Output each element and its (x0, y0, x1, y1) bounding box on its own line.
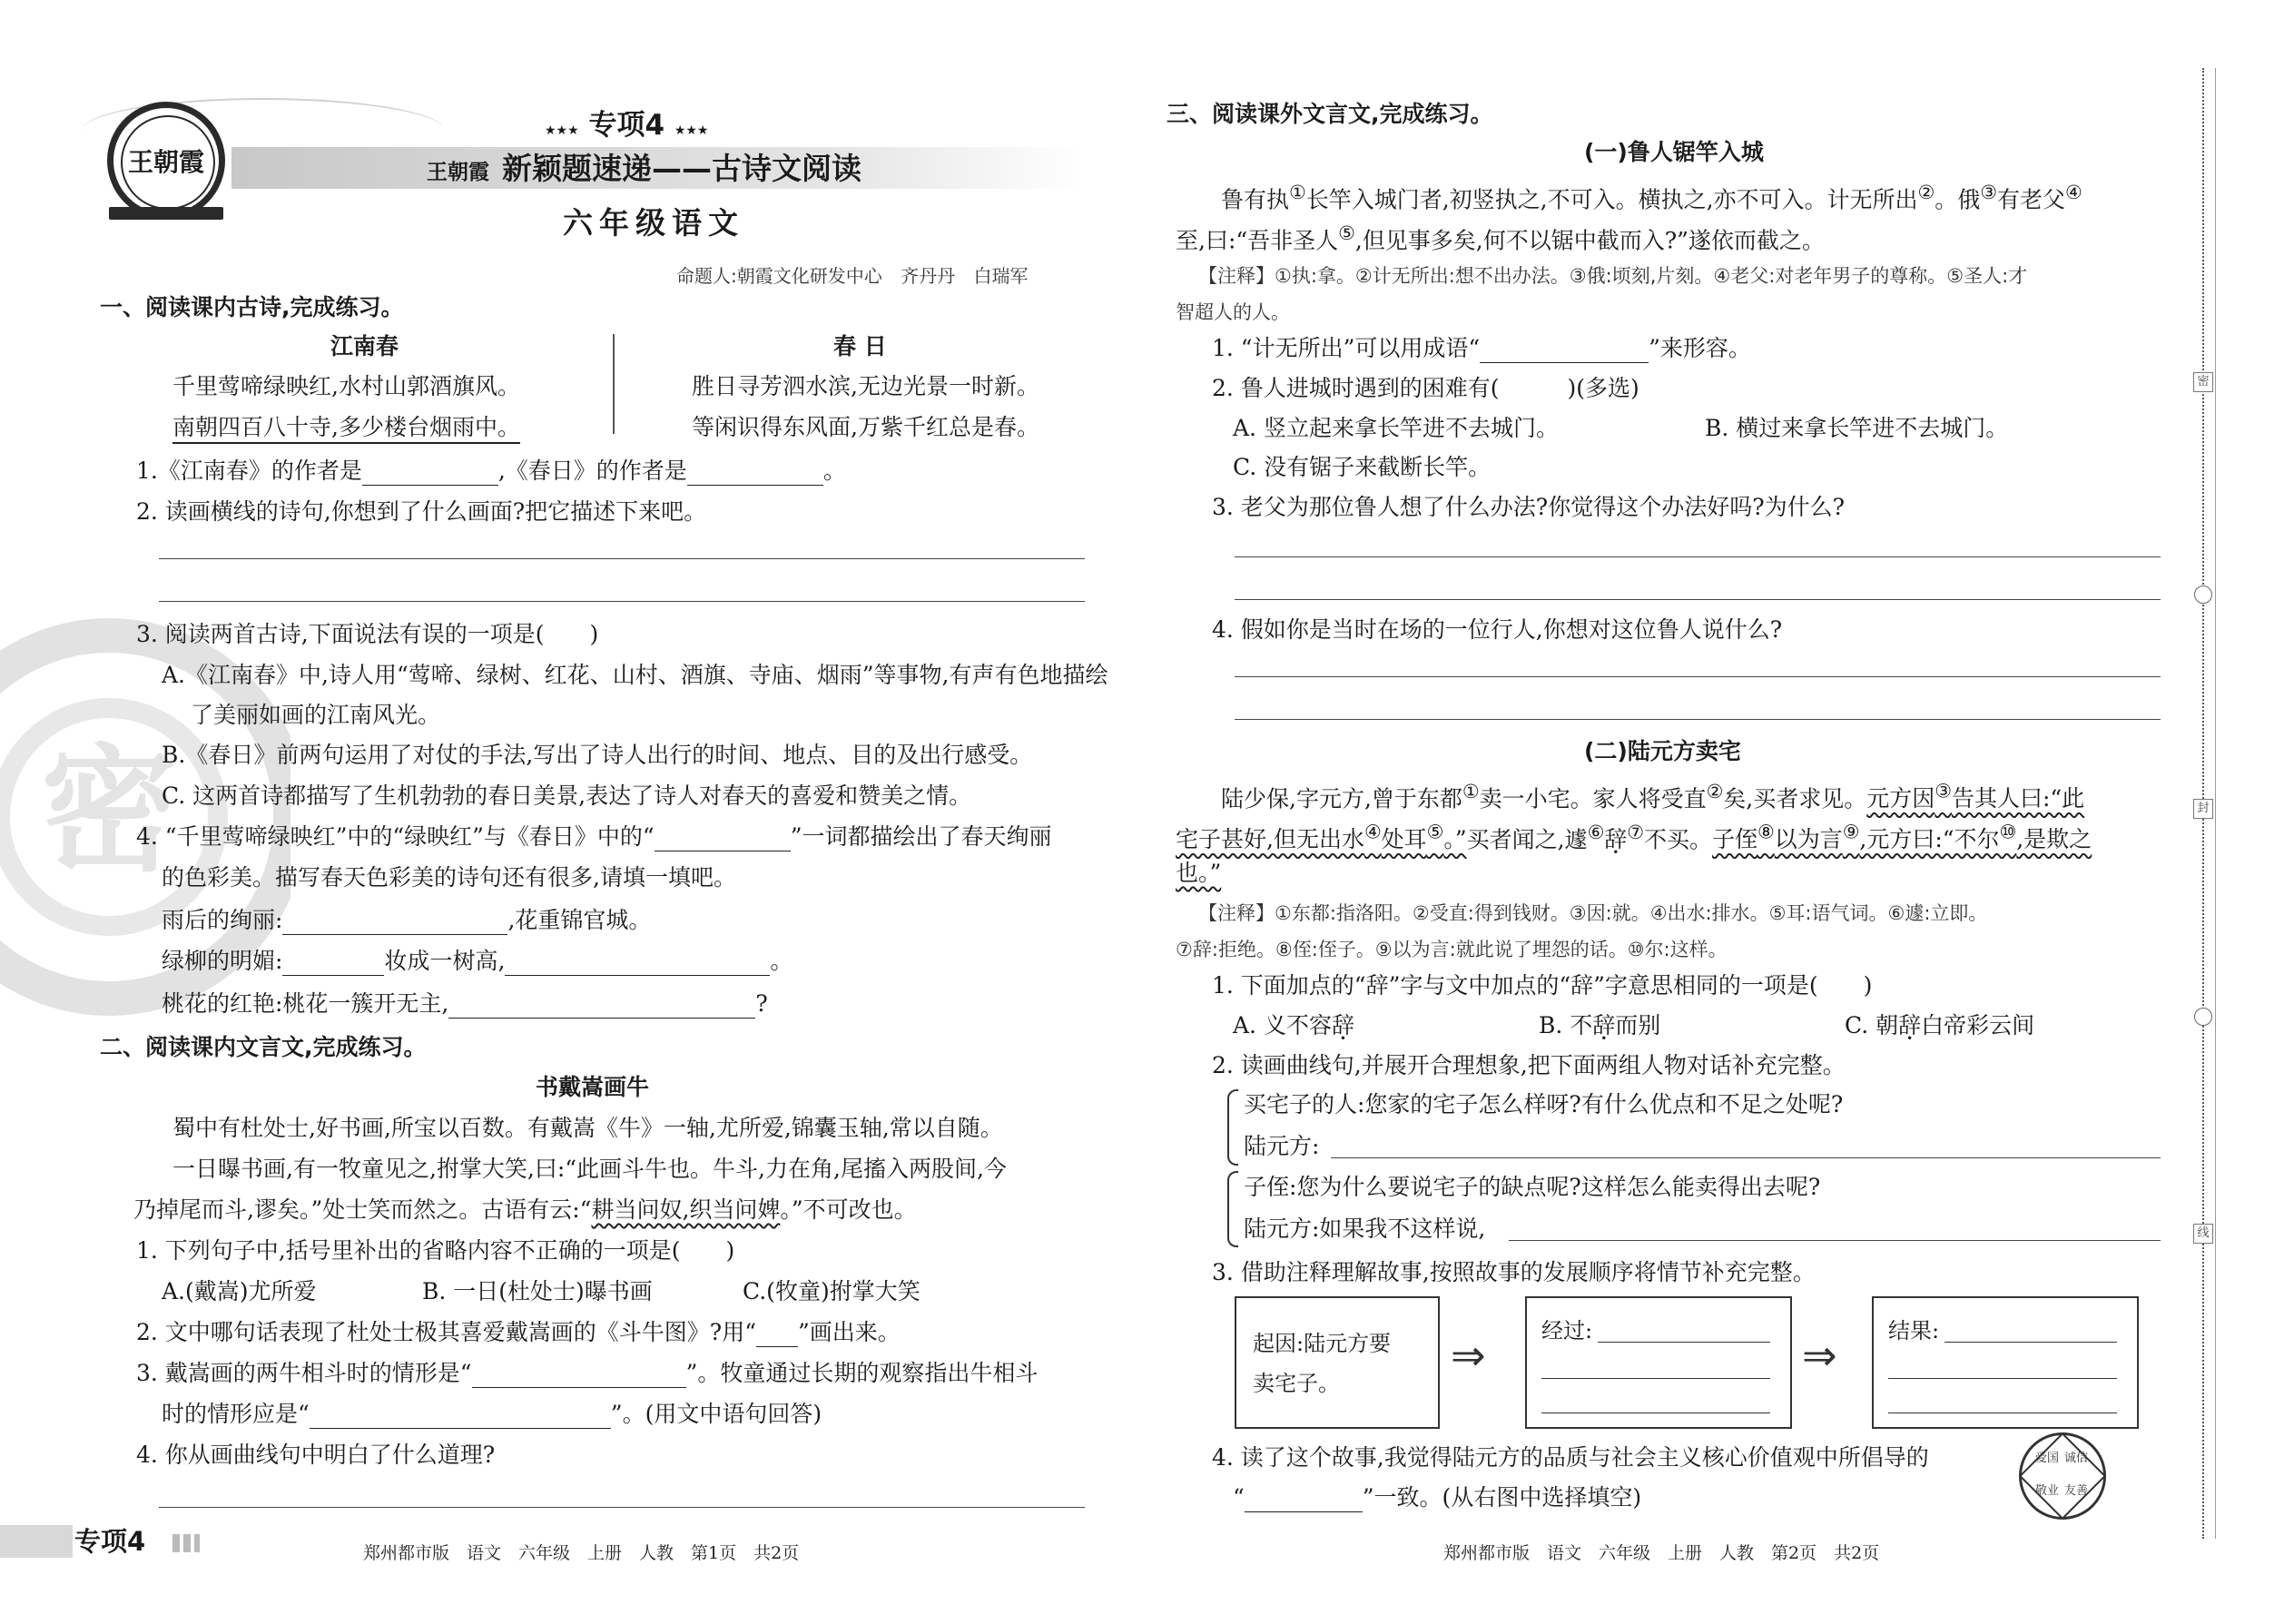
dialogue-1-reply: 陆元方: (1244, 1133, 1320, 1159)
part3-s1-title: (一)鲁人锯竿入城 (1584, 139, 1764, 165)
side-circle-icon (2194, 586, 2212, 604)
dialogue-1-buyer: 买宅子的人:您家的宅子怎么样呀?有什么优点和不足之处呢? (1244, 1091, 1844, 1117)
plot-box-cause: 起因:陆元方要 卖宅子。 (1235, 1296, 1440, 1429)
side-circle-icon (2194, 1008, 2212, 1026)
p1-question-3: 3. 阅读两首古诗,下面说法有误的一项是( ) (136, 621, 599, 647)
answer-line[interactable] (159, 1507, 1085, 1508)
logo-text: 王朝霞 (127, 147, 204, 177)
p1-fill-1: 雨后的绚丽: ,花重锦官城。 (162, 907, 652, 933)
side-mark-sealed: 封 (2193, 799, 2213, 819)
p1-q3-option-b: B.《春日》前两句运用了对仗的手法,写出了诗人出行的时间、地点、目的及出行感受。 (162, 742, 1033, 768)
p3-s2-q1-option-c: C. 朝辞白帝彩云间 (1845, 1012, 2035, 1038)
part2-para2-line1: 一日曝书画,有一牧童见之,拊掌大笑,曰:“此画斗牛也。牛斗,力在角,尾搐入两股间,今 (172, 1156, 1007, 1182)
part3-s1-para1: 鲁有执①长竿入城门者,初竖执之,不可入。横执之,亦不可入。计无所出②。俄③有老父④ (1221, 182, 2082, 213)
answer-blank[interactable] (1480, 340, 1649, 363)
p2-q3-cont: 时的情形应是“ ”。(用文中语句回答) (162, 1401, 822, 1427)
p3-s1-question-3: 3. 老父为那位鲁人想了什么办法?你觉得这个办法好吗?为什么? (1212, 494, 1846, 520)
poem1-line1: 千里莺啼绿映红,水村山郭酒旗风。 (172, 373, 520, 399)
footer-right: 郑州都市版 语文 六年级 上册 人教 第2页 共2页 (1443, 1543, 1880, 1563)
authors: 命题人:朝霞文化研发中心 齐丹丹 白瑞军 (676, 265, 1029, 287)
p2-question-2: 2. 文中哪句话表现了杜处士极其喜爱戴嵩画的《斗牛图》?用“ ”画出来。 (136, 1319, 901, 1345)
plot-box-process: 经过: (1525, 1296, 1792, 1429)
part3-s1-para2: 至,曰:“吾非圣人⑤,但见事多矣,何不以锯中截而入?”遂依而截之。 (1176, 222, 1825, 254)
part3-s2-para1: 陆少保,字元方,曾于东都①卖一小宅。家人将受直②矣,买者求见。元方因③告其人曰:“此 (1221, 781, 2085, 812)
part2-title: 书戴嵩画牛 (536, 1074, 650, 1100)
dotted-char: 辞 (1604, 826, 1628, 853)
dialogue-2-nephew: 子侄:您为什么要说宅子的缺点呢?这样怎么能卖得出去呢? (1244, 1174, 1821, 1200)
p3-s1-question-4: 4. 假如你是当时在场的一位行人,你想对这位鲁人说什么? (1212, 616, 1783, 643)
part3-s2-title: (二)陆元方卖宅 (1584, 738, 1741, 764)
p3-s2-question-1: 1. 下面加点的“辞”字与文中加点的“辞”字意思相同的一项是( ) (1212, 972, 1873, 999)
poem1-title: 江南春 (330, 333, 399, 359)
p1-q3-option-a: A.《江南春》中,诗人用“莺啼、绿树、红花、山村、酒旗、寺庙、烟雨”等事物,有声有色地描绘 (162, 662, 1108, 688)
answer-line[interactable] (1598, 1342, 1770, 1343)
poem2-line1: 胜日寻芳泗水滨,无边光景一时新。 (692, 373, 1039, 399)
answer-line[interactable] (1541, 1378, 1770, 1379)
logo-base (109, 207, 223, 220)
p3-s2-q4-cont: “ ”一致。(从右图中选择填空) (1233, 1484, 1642, 1511)
core-values-seal: 爱国 诚信 敬业 友善 (2008, 1432, 2117, 1527)
page-title: 王朝霞 新颖题速递——古诗文阅读 (427, 151, 861, 186)
side-mark-line: 线 (2193, 1224, 2213, 1244)
part1-heading: 一、阅读课内古诗,完成练习。 (100, 294, 404, 320)
answer-line[interactable] (1888, 1378, 2117, 1379)
footer-left-band (0, 1525, 73, 1558)
p3-s1-q2-option-c: C. 没有锯子来截断长竿。 (1233, 454, 1492, 480)
underline-sample (756, 1324, 798, 1347)
binding-edge (2215, 68, 2216, 1539)
p2-q1-option-c: C.(牧童)拊掌大笑 (743, 1278, 921, 1304)
answer-line[interactable] (1888, 1412, 2117, 1413)
p2-q1-option-a: A.(戴嵩)尤所爱 (162, 1278, 317, 1304)
answer-line[interactable] (1235, 556, 2161, 557)
part3-s2-para2: 宅子甚好,但无出水④处耳⑤。”买者闻之,遽⑥辞⑦不买。子侄⑧以为言⑨,元方曰:“不尔⑩,是欺之 (1176, 822, 2092, 853)
p3-s1-q2-option-a: A. 竖立起来拿长竿进不去城门。 (1233, 415, 1559, 441)
wavy-sentence: 子侄⑧以为言⑨,元方曰:“不尔⑩,是欺之 (1711, 822, 2092, 853)
arrow-right-icon: ⇒ (1451, 1331, 1486, 1380)
poem2-title: 春 日 (833, 333, 887, 359)
plot-box-result: 结果: (1872, 1296, 2139, 1429)
p2-q1-option-b: B. 一日(杜处士)曝书画 (422, 1278, 653, 1304)
p2-question-1: 1. 下列句子中,括号里补出的省略内容不正确的一项是( ) (136, 1237, 735, 1264)
svg-text:密: 密 (40, 733, 178, 891)
answer-blank[interactable] (472, 1365, 686, 1388)
answer-blank[interactable] (282, 953, 384, 976)
p1-fill-2: 绿柳的明媚: 妆成一树高, 。 (162, 948, 793, 974)
answer-blank[interactable] (505, 953, 770, 976)
poem-divider (613, 334, 615, 434)
answer-blank[interactable] (687, 463, 823, 486)
p1-fill-3: 桃花的红艳:桃花一簇开无主, ? (162, 990, 768, 1017)
answer-line[interactable] (159, 558, 1085, 559)
answer-line[interactable] (159, 601, 1085, 602)
answer-line[interactable] (1235, 676, 2161, 677)
page-subtitle: 六年级语文 (563, 205, 744, 241)
part3-s1-notes-cont: 智超人的人。 (1176, 301, 1290, 323)
part2-heading: 二、阅读课内文言文,完成练习。 (100, 1034, 427, 1060)
answer-line[interactable] (1944, 1342, 2117, 1343)
answer-blank[interactable] (1245, 1490, 1363, 1512)
answer-blank[interactable] (282, 912, 507, 935)
answer-blank[interactable] (310, 1406, 611, 1429)
part3-heading: 三、阅读课外文言文,完成练习。 (1167, 101, 1493, 127)
answer-blank[interactable] (448, 996, 755, 1019)
dialogue-brace (1227, 1171, 1238, 1247)
footer-left-badge: 专项4 (74, 1526, 146, 1557)
p2-question-3: 3. 戴嵩画的两牛相斗时的情形是“ ”。牧童通过长期的观察指出牛相斗 (136, 1360, 1039, 1386)
p3-s1-question-1: 1. “计无所出”可以用成语“ ”来形容。 (1212, 335, 1751, 361)
wavy-sentence: 元方因③告其人曰:“此 (1866, 781, 2085, 812)
part2-para2-line2: 乃掉尾而斗,谬矣。”处士笑而然之。古语有云:“耕当问奴,织当问婢。”不可改也。 (133, 1196, 917, 1223)
star-icon: ★★★ (674, 123, 709, 138)
part3-s2-para3: 也。” (1176, 860, 1222, 886)
p3-s2-q1-option-b: B. 不辞而别 (1539, 1012, 1661, 1038)
p1-question-4: 4. “千里莺啼绿映红”中的“绿映红”与《春日》中的“ ”一词都描绘出了春天绚丽 (136, 823, 1052, 850)
wavy-sentence: 耕当问奴,织当问婢 (591, 1196, 781, 1223)
badge-title: ★★★ 专项4 ★★★ (545, 109, 709, 142)
p1-question-2: 2. 读画横线的诗句,你想到了什么画面?把它描述下来吧。 (136, 498, 707, 525)
p3-s2-question-2: 2. 读画曲线句,并展开合理想象,把下面两组人物对话补充完整。 (1212, 1052, 1846, 1078)
arrow-right-icon: ⇒ (1802, 1331, 1837, 1380)
part3-s2-notes-cont: ⑦辞:拒绝。⑧侄:侄子。⑨以为言:就此说了埋怨的话。⑩尔:这样。 (1176, 939, 1728, 960)
p1-q3-option-c: C. 这两首诗都描写了生机勃勃的春日美景,表达了诗人对春天的喜爱和赞美之情。 (162, 782, 972, 809)
side-mark-seal: 密 (2193, 372, 2213, 392)
p3-s1-q2-option-b: B. 横过来拿长竿进不去城门。 (1705, 415, 2009, 441)
star-icon: ★★★ (545, 123, 579, 138)
poem2-line2: 等闲识得东风面,万紫千红总是春。 (692, 414, 1039, 440)
answer-line[interactable] (1509, 1240, 2161, 1241)
p1-q4-cont: 的色彩美。描写春天色彩美的诗句还有很多,请填一填吧。 (162, 864, 736, 891)
part2-para1: 蜀中有杜处士,好书画,所宝以百数。有戴嵩《牛》一轴,尤所爱,锦囊玉轴,常以自随。 (172, 1115, 1003, 1141)
answer-line[interactable] (1331, 1157, 2161, 1158)
p3-s2-q1-option-a: A. 义不容辞 (1233, 1012, 1354, 1038)
dialogue-brace (1227, 1089, 1238, 1166)
dialogue-2-reply: 陆元方:如果我不这样说, (1244, 1216, 1486, 1242)
p2-question-4: 4. 你从画曲线句中明白了什么道理? (136, 1442, 496, 1468)
wavy-sentence: 宅子甚好,但无出水④处耳⑤。” (1176, 822, 1467, 853)
p3-s1-question-2: 2. 鲁人进城时遇到的困难有( )(多选) (1212, 375, 1639, 401)
answer-blank[interactable] (362, 463, 498, 486)
p1-q3-option-a-cont: 了美丽如画的江南风光。 (191, 702, 441, 728)
footer-squares (172, 1534, 200, 1552)
poem1-line2: 南朝四百八十寺,多少楼台烟雨中。 (172, 413, 520, 442)
footer-left: 郑州都市版 语文 六年级 上册 人教 第1页 共2页 (363, 1543, 800, 1563)
part3-s2-notes: 【注释】①东都:指洛阳。②受直:得到钱财。③因:就。④出水:排水。⑤耳:语气词。⑥遽:立即。 (1198, 902, 1988, 924)
answer-line[interactable] (1541, 1412, 1770, 1413)
p1-question-1: 1.《江南春》的作者是 ,《春日》的作者是 。 (136, 458, 846, 484)
p3-s2-question-4: 4. 读了这个故事,我觉得陆元方的品质与社会主义核心价值观中所倡导的 (1212, 1444, 1929, 1471)
p3-s2-question-3: 3. 借助注释理解故事,按照故事的发展顺序将情节补充完整。 (1212, 1259, 1816, 1285)
logo-seal (107, 102, 225, 220)
part3-s1-notes: 【注释】①执:拿。②计无所出:想不出办法。③俄:顷刻,片刻。④老父:对老年男子的尊称。⑤圣人:才 (1198, 265, 2028, 287)
answer-blank[interactable] (655, 829, 791, 851)
answer-line[interactable] (1235, 599, 2161, 600)
answer-line[interactable] (1235, 719, 2161, 720)
brand-mark: 王朝霞 (427, 160, 489, 184)
